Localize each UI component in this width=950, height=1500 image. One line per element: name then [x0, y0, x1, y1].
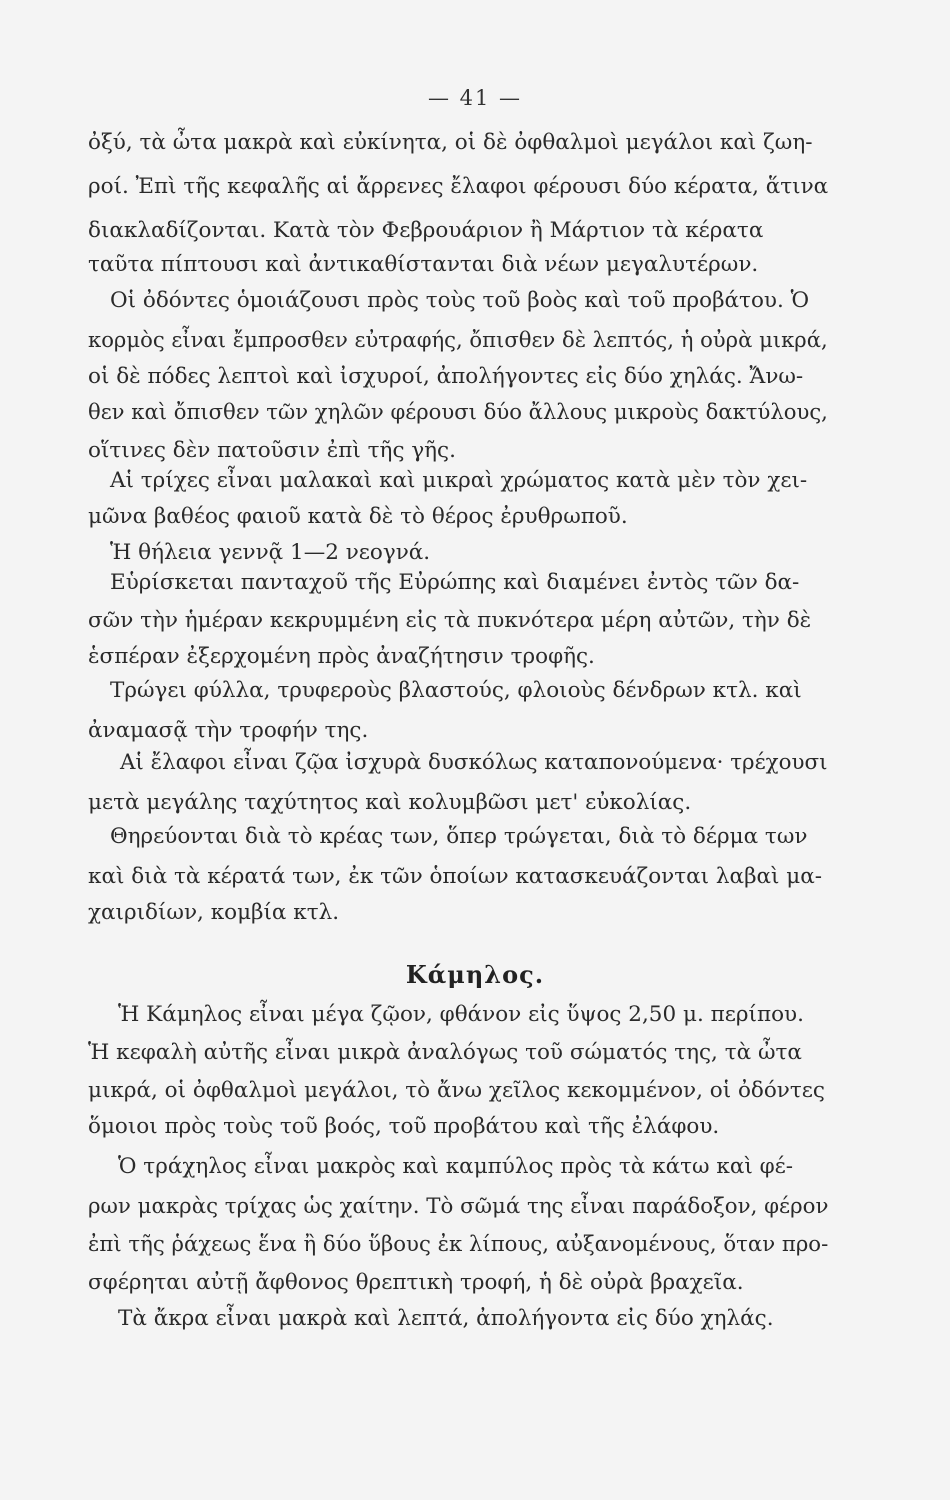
text-line: σῶν τὴν ἡμέραν κεκρυμμένη εἰς τὰ πυκνότερα μέρη αὐτῶν, τὴν δὲ [88, 608, 812, 633]
text-line: κορμὸς εἶναι ἔμπροσθεν εὐτραφής, ὄπισθεν δὲ λεπτός, ἡ οὐρὰ μικρά, [88, 328, 828, 353]
text-line: χαιριδίων, κομβία κτλ. [88, 900, 340, 925]
text-line: Θηρεύονται διὰ τὸ κρέας των, ὅπερ τρώγεται, διὰ τὸ δέρμα των [110, 824, 808, 849]
text-line: μῶνα βαθέος φαιοῦ κατὰ δὲ τὸ θέρος ἐρυθρωποῦ. [88, 504, 628, 529]
text-line: Εὑρίσκεται πανταχοῦ τῆς Εὐρώπης καὶ διαμένει ἐντὸς τῶν δα- [110, 570, 800, 595]
text-line: Ἡ θήλεια γεννᾷ 1—2 νεογνά. [110, 540, 431, 565]
text-line: ρων μακρὰς τρίχας ὡς χαίτην. Τὸ σῶμά της εἶναι παράδοξον, φέρον [88, 1194, 829, 1219]
text-line: ὀξύ, τὰ ὦτα μακρὰ καὶ εὐκίνητα, οἱ δὲ ὀφθαλμοὶ μεγάλοι καὶ ζωη- [88, 130, 813, 155]
text-line: θεν καὶ ὄπισθεν τῶν χηλῶν φέρουσι δύο ἄλλους μικροὺς δακτύλους, [88, 400, 828, 425]
text-line: μικρά, οἱ ὀφθαλμοὶ μεγάλοι, τὸ ἄνω χεῖλος κεκομμένον, οἱ ὀδόντες [88, 1078, 825, 1103]
text-line: οἵτινες δὲν πατοῦσιν ἐπὶ τῆς γῆς. [88, 438, 456, 463]
text-line: Τρώγει φύλλα, τρυφεροὺς βλαστούς, φλοιοὺς δένδρων κτλ. καὶ [110, 678, 802, 703]
text-line: μετὰ μεγάλης ταχύτητος καὶ κολυμβῶσι μετ' εὐκολίας. [88, 790, 692, 815]
text-line: Τὰ ἄκρα εἶναι μακρὰ καὶ λεπτά, ἀπολήγοντα εἰς δύο χηλάς. [118, 1306, 774, 1331]
text-line: Οἱ ὀδόντες ὁμοιάζουσι πρὸς τοὺς τοῦ βοὸς καὶ τοῦ προβάτου. Ὁ [110, 288, 810, 313]
text-line: ταῦτα πίπτουσι καὶ ἀντικαθίστανται διὰ νέων μεγαλυτέρων. [88, 252, 759, 277]
section-title-camel: Κάμηλος. [405, 960, 545, 989]
text-line: Ἡ Κάμηλος εἶναι μέγα ζῷον, φθάνον εἰς ὕψος 2,50 μ. περίπου. [118, 1002, 804, 1027]
text-line: ὅμοιοι πρὸς τοὺς τοῦ βοός, τοῦ προβάτου καὶ τῆς ἐλάφου. [88, 1114, 720, 1139]
text-line: ἐπὶ τῆς ῥάχεως ἕνα ἢ δύο ὕβους ἐκ λίπους, αὐξανομένους, ὅταν προ- [88, 1232, 829, 1257]
text-line: Ἡ κεφαλὴ αὐτῆς εἶναι μικρὰ ἀναλόγως τοῦ σώματός της, τὰ ὦτα [88, 1040, 802, 1065]
page-number: — 41 — [427, 86, 523, 110]
text-line: καὶ διὰ τὰ κέρατά των, ἐκ τῶν ὁποίων κατασκευάζονται λαβαὶ μα- [88, 864, 823, 889]
text-line: ἀναμασᾷ τὴν τροφήν της. [88, 718, 369, 743]
text-line: διακλαδίζονται. Κατὰ τὸν Φεβρουάριον ἢ Μάρτιον τὰ κέρατα [88, 218, 764, 243]
text-line: Αἱ ἔλαφοι εἶναι ζῷα ἰσχυρὰ δυσκόλως καταπονούμενα· τρέχουσι [120, 750, 828, 775]
text-line: ροί. Ἐπὶ τῆς κεφαλῆς αἱ ἄρρενες ἔλαφοι φέρουσι δύο κέρατα, ἅτινα [88, 174, 829, 199]
text-line: ἑσπέραν ἐξερχομένη πρὸς ἀναζήτησιν τροφῆς. [88, 644, 595, 669]
text-line: οἱ δὲ πόδες λεπτοὶ καὶ ἰσχυροί, ἀπολήγοντες εἰς δύο χηλάς. Ἄνω- [88, 364, 804, 389]
text-line: σφέρηται αὐτῇ ἄφθονος θρεπτικὴ τροφή, ἡ δὲ οὐρὰ βραχεῖα. [88, 1270, 744, 1295]
text-line: Αἱ τρίχες εἶναι μαλακαὶ καὶ μικραὶ χρώματος κατὰ μὲν τὸν χει- [110, 468, 808, 493]
text-line: Ὁ τράχηλος εἶναι μακρὸς καὶ καμπύλος πρὸς τὰ κάτω καὶ φέ- [118, 1154, 794, 1179]
